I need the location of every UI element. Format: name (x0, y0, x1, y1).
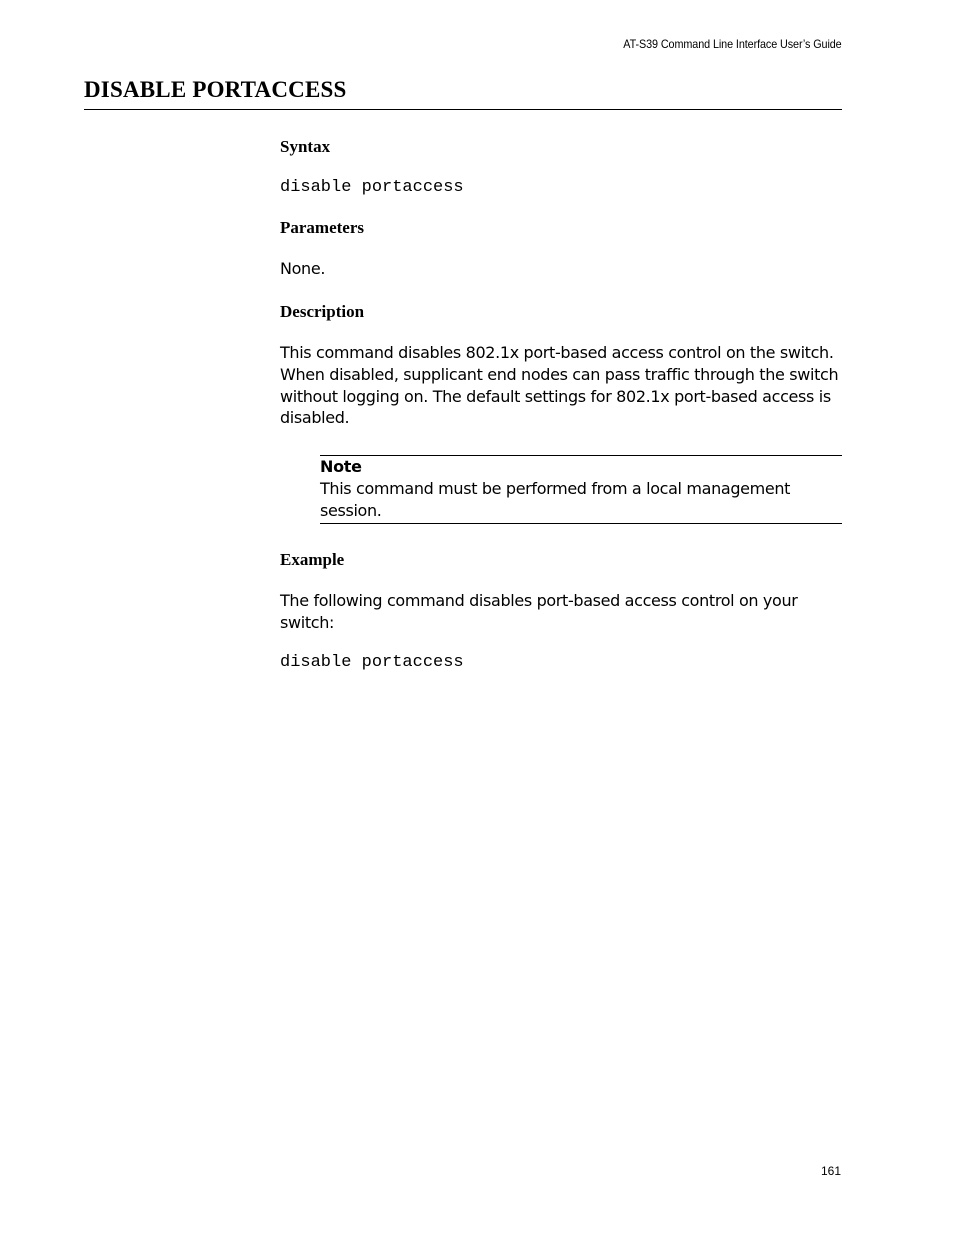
page-number: 161 (820, 1164, 841, 1178)
description-heading: Description (280, 302, 365, 321)
parameters-text: None. (280, 259, 326, 278)
note-label: Note (320, 457, 362, 476)
syntax-heading: Syntax (280, 137, 331, 156)
title-rule (84, 109, 842, 110)
description-text: This command disables 802.1x port-based access control on the switch. When disabled, supplicant end nodes can pass traffic through the switch without logging on. The default settings for 802.1x port-based access is disabled. (280, 343, 839, 428)
example-heading: Example (280, 550, 345, 569)
example-text: The following command disables port-based access control on your switch: (280, 591, 798, 632)
parameters-heading: Parameters (280, 218, 365, 237)
running-header: AT-S39 Command Line Interface User’s Guide (623, 37, 842, 51)
page-title: DISABLE PORTACCESS (84, 77, 347, 102)
example-code: disable portaccess (280, 653, 464, 672)
syntax-code: disable portaccess (280, 178, 464, 197)
note-text: This command must be performed from a local management session. (320, 479, 791, 520)
note-box (320, 455, 842, 524)
